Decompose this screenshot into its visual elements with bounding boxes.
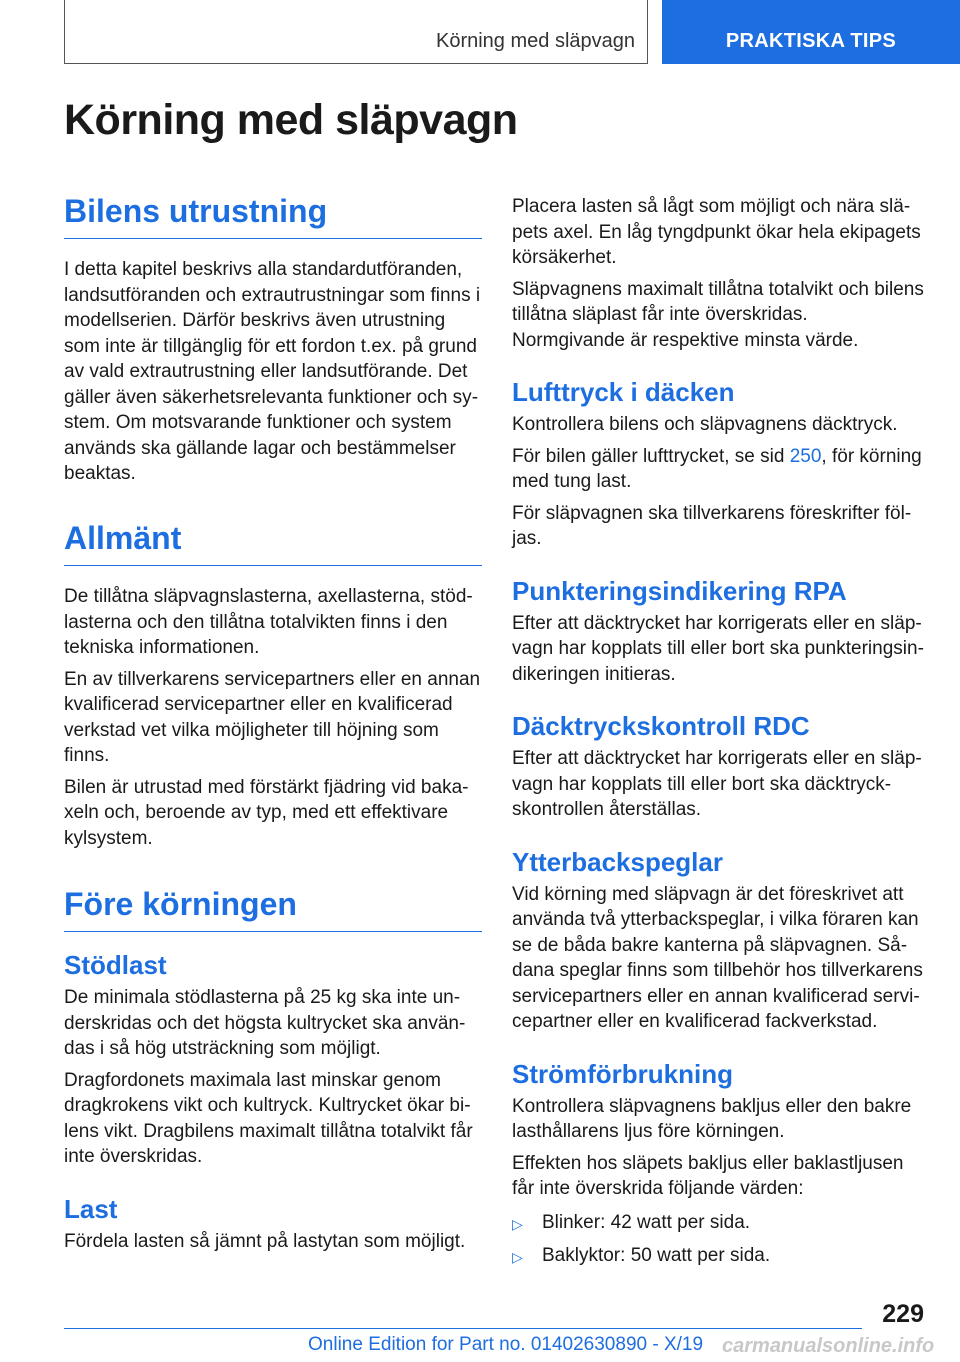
triangle-bullet-icon: ▷ bbox=[512, 1215, 523, 1232]
paragraph: De tillåtna släpvagnslasterna, axellasterna, stödlasterna och den tillåtna totalvikten finns i den tekniska informationen. bbox=[64, 586, 473, 658]
paragraph: Fördela lasten så jämnt på lastytan som möjligt. bbox=[64, 1230, 466, 1252]
paragraph: Kontrollera bilens och släpvagnens däcktryck. bbox=[512, 414, 898, 435]
paragraph: Efter att däcktrycket har korrigerats eller en släpvagn har kopplats till eller bort ska punkteringsindikeringen initieras. bbox=[512, 612, 924, 685]
page-number: 229 bbox=[882, 1300, 924, 1328]
heading-last: Last bbox=[64, 1193, 118, 1224]
heading-rdc: Däcktryckskontroll RDC bbox=[512, 711, 810, 741]
heading-bilens-utrustning: Bilens utrustning bbox=[64, 193, 482, 239]
paragraph: Efter att däcktrycket har korrigerats eller en släpvagn har kopplats till eller bort ska däcktryckskontrollen återställas. bbox=[512, 748, 922, 820]
footer-divider bbox=[64, 1328, 862, 1329]
text: , för körning med tung last. bbox=[512, 445, 922, 492]
header-section-label: PRAKTISKA TIPS bbox=[725, 30, 897, 52]
page-title: Körning med släpvagn bbox=[64, 96, 518, 144]
heading-stodlast: Stödlast bbox=[64, 950, 167, 980]
footer-edition: Online Edition for Part no. 01402630890 - X/19 bbox=[308, 1334, 704, 1355]
paragraph: Dragfordonets maximala last minskar genom dragkrokens vikt och kultryck. Kultrycket ökar bilens vikt. Dragbilens maximalt tillåtna totalvikt får inte överskridas. bbox=[64, 1069, 473, 1167]
paragraph: De minimala stödlasterna på 25 kg ska inte underskridas och det högsta kultrycket ska användas i så hög utsträckning som möjligt. bbox=[64, 987, 466, 1059]
heading-fore-korningen: Före körningen bbox=[64, 886, 482, 932]
paragraph: Effekten hos släpets bakljus eller baklastljusen får inte överskrida följande värden: bbox=[512, 1152, 904, 1199]
header-chapter-title: Körning med släpvagn bbox=[435, 30, 635, 52]
heading-allmant: Allmänt bbox=[64, 520, 482, 566]
heading-lufttryck: Lufttryck i däcken bbox=[512, 377, 735, 407]
heading-rpa: Punkteringsindikering RPA bbox=[512, 575, 847, 606]
paragraph: För släpvagnen ska tillverkarens föreskrifter följas. bbox=[512, 502, 912, 549]
text: För bilen gäller lufttrycket, se sid bbox=[512, 445, 790, 467]
paragraph: Vid körning med släpvagn är det föreskrivet att använda två ytterbackspeglar, i vilka föraren kan se de båda bakre kanterna på släpvagnen. Sådana speglar finns som tillbehör hos tillverkarens servicepartners eller en annan kvalificerad servicepartner eller en kvalificerad fackverkstad. bbox=[512, 883, 923, 1032]
paragraph: En av tillverkarens servicepartners eller en annan kvalificerad servicepartner eller en kvalificerad verkstad vet vilka möjligheter till höjning som finns. bbox=[64, 668, 481, 766]
paragraph: Placera lasten så lågt som möjligt och nära släpets axel. En låg tyngdpunkt ökar hela ekipagets körsäkerhet. bbox=[512, 196, 921, 268]
watermark: carmanualsonline.info bbox=[722, 1335, 935, 1357]
list-item bbox=[512, 1243, 924, 1271]
list-item-text: Baklyktor: 50 watt per sida. bbox=[542, 1245, 771, 1266]
header-chapter-box bbox=[64, 0, 648, 64]
list-item bbox=[512, 1210, 924, 1238]
paragraph: Bilen är utrustad med förstärkt fjädring vid bakaxeln och, beroende av typ, med ett effektivare kylsystem. bbox=[64, 776, 469, 849]
heading-ytterbackspeglar: Ytterbackspeglar bbox=[512, 846, 723, 877]
list-item-text: Blinker: 42 watt per sida. bbox=[542, 1211, 751, 1233]
page-link-250[interactable]: 250 bbox=[789, 445, 822, 467]
paragraph: Kontrollera släpvagnens bakljus eller den bakre lasthållarens ljus före körningen. bbox=[512, 1095, 912, 1142]
header-section-tab bbox=[662, 0, 960, 64]
paragraph: Släpvagnens maximalt tillåtna totalvikt och bilens tillåtna släplast får inte överskridas. Normgivande är respektive minsta värde. bbox=[512, 278, 924, 351]
paragraph: I detta kapitel beskrivs alla standardutföranden, landsutföranden och extrautrustningar som finns i modellserien. Därför beskrivs även utrustning som inte är tillgänglig för ett fordon t.ex. på grund av vald extrautrustning eller landsutförande. Det gäller även säkerhetsrelevanta funktioner och system. Om motsvarande funktioner och system används ska gällande lagar och bestämmelser beaktas. bbox=[64, 259, 481, 484]
triangle-bullet-icon: ▷ bbox=[512, 1249, 523, 1265]
paragraph bbox=[512, 444, 924, 495]
heading-stromforbrukning: Strömförbrukning bbox=[512, 1058, 733, 1089]
